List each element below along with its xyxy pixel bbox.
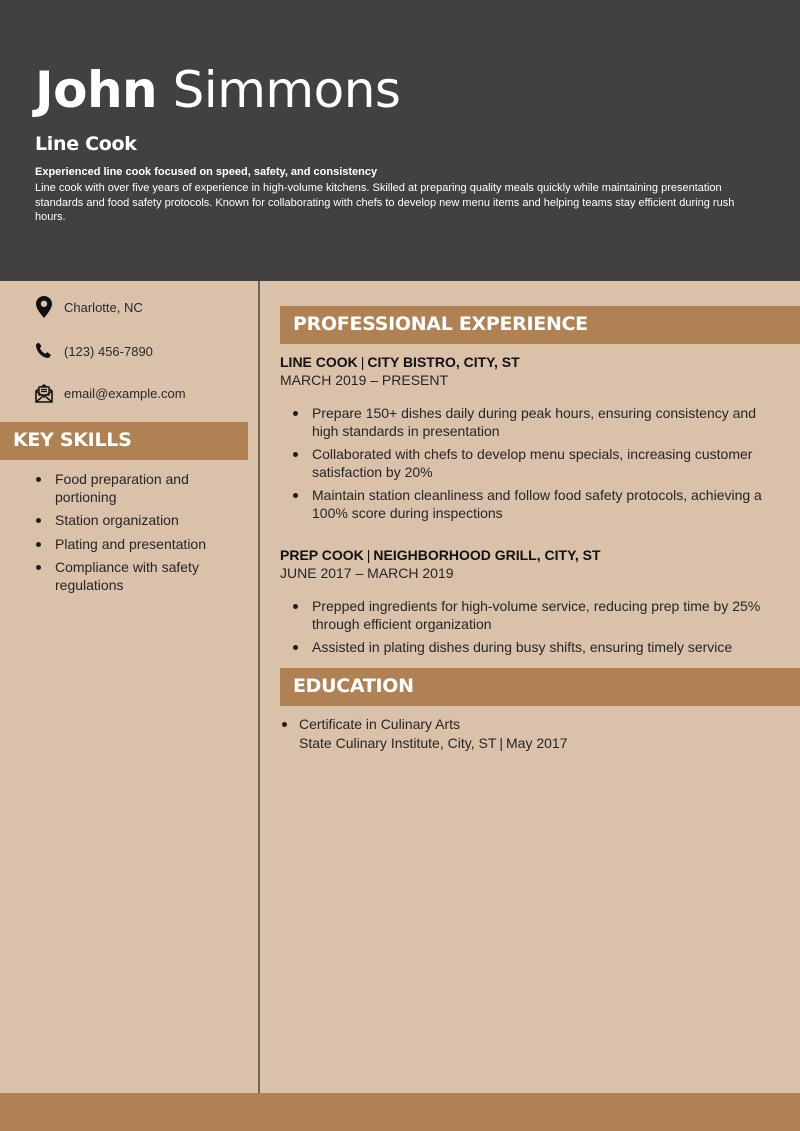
experience-heading-bar [280,306,800,344]
education-heading-bar [280,668,800,706]
resume-header [0,0,800,281]
footer-band [0,1093,800,1131]
skill-item: Compliance with safety regulations [55,559,235,594]
job-bullet: Maintain station cleanliness and follow food safety protocols, achieving a 100% score during inspections [312,487,772,522]
job-bullet: Prepare 150+ dishes daily during peak hours, ensuring consistency and high standards in presentation [312,405,772,440]
column-divider [258,281,260,1131]
phone-text: (123) 456-7890 [64,343,153,359]
job-bullets [312,405,772,522]
separator: | [499,735,504,751]
contact-phone [34,340,153,362]
summary-heading: Experienced line cook focused on speed, safety, and consistency [35,166,378,178]
location-text: Charlotte, NC [64,299,143,315]
education-date: May 2017 [506,735,568,751]
job-bullet: Collaborated with chefs to develop menu specials, increasing customer satisfaction by 20% [312,446,772,481]
separator: | [360,354,365,370]
education-details [299,734,568,753]
job-entry [280,354,780,528]
job-role: LINE COOK [280,354,358,370]
education-entry [299,715,568,753]
job-bullet: Prepped ingredients for high-volume service, reducing prep time by 25% through efficient organization [312,598,772,633]
phone-icon [34,340,54,362]
skill-item: Plating and presentation [55,536,235,554]
job-entry [280,547,780,663]
skill-item: Station organization [55,512,235,530]
first-name: John [35,61,158,119]
email-link[interactable]: email@example.com [64,385,186,401]
job-dates: JUNE 2017 – MARCH 2019 [280,565,454,581]
job-employer: CITY BISTRO, CITY, ST [367,354,520,370]
skills-heading-bar [0,422,248,460]
separator: | [366,547,371,563]
contact-location [34,296,143,318]
education-credential: Certificate in Culinary Arts [299,716,461,732]
contact-email[interactable] [34,382,186,404]
education-school: State Culinary Institute, City, ST [299,735,497,751]
job-title: Line Cook [35,133,137,155]
job-bullet: Assisted in plating dishes during busy shifts, ensuring timely service [312,639,772,657]
summary-text: Line cook with over five years of experience in high-volume kitchens. Skilled at preparing quality meals quickly while maintaining presentation standards and food safety protocols. Known for collaborating with chefs to develop new menu items and helping teams stay efficient during rush hours. [35,182,735,223]
skills-heading: KEY SKILLS [13,429,132,451]
experience-heading: PROFESSIONAL EXPERIENCE [293,313,588,335]
job-header [280,547,780,563]
last-name: Simmons [172,61,401,119]
skill-item: Food preparation and portioning [55,471,235,506]
job-role: PREP COOK [280,547,364,563]
job-employer: NEIGHBORHOOD GRILL, CITY, ST [373,547,601,563]
map-pin-icon [34,296,54,318]
job-bullets [312,598,772,657]
job-header [280,354,780,370]
education-heading: EDUCATION [293,675,414,697]
envelope-icon [34,382,54,404]
candidate-name [35,58,400,122]
skills-list [55,471,235,600]
job-dates: MARCH 2019 – PRESENT [280,372,449,388]
